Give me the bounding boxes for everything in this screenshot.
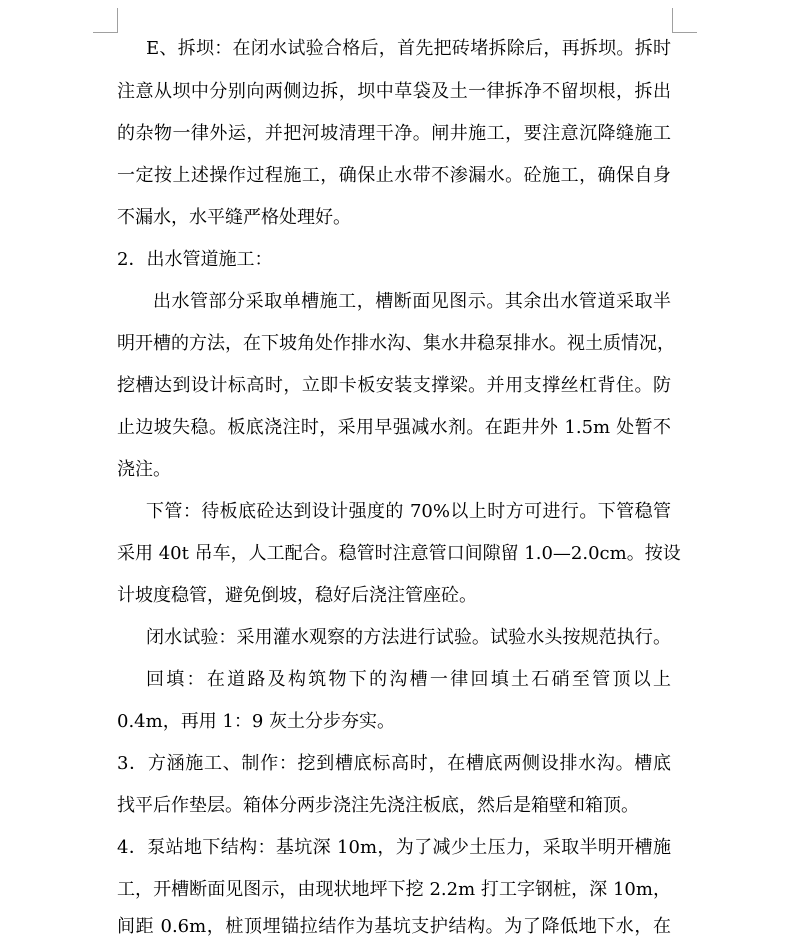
section-heading: 2．出水管道施工： [117,249,273,270]
text-line: 工，开槽断面见图示，由现状地坪下挖 2.2m 打工字钢桩，深 10m， [117,879,671,900]
crop-mark-top-right [672,8,697,33]
text-line: 0.4m，再用 1：9 灰土分步夯实。 [117,711,396,732]
text-line: E、拆坝：在闭水试验合格后，首先把砖堵拆除后，再拆坝。拆时 [146,38,671,59]
text-line: 的杂物一律外运，并把河坡清理干净。闸井施工，要注意沉降缝施工 [117,123,671,144]
text-line: 间距 0.6m，桩顶埋锚拉结作为基坑支护结构。为了降低地下水，在 [117,916,671,937]
text-line: 一定按上述操作过程施工，确保止水带不渗漏水。砼施工，确保自身 [117,165,671,186]
text-line: 回填：在道路及构筑物下的沟槽一律回填土石硝至管顶以上 [146,669,671,690]
text-line: 计坡度稳管，避免倒坡，稳好后浇注管座砼。 [117,585,477,606]
text-line: 注意从坝中分别向两侧边拆，坝中草袋及土一律拆净不留坝根，拆出 [117,81,671,102]
text-line: 下管：待板底砼达到设计强度的 70%以上时方可进行。下管稳管 [146,501,671,522]
text-line: 采用 40t 吊车，人工配合。稳管时注意管口间隙留 1.0—2.0cm。按设 [117,543,681,564]
crop-mark-top-left [93,8,118,33]
section-heading: 3．方涵施工、制作：挖到槽底标高时，在槽底两侧设排水沟。槽底 [117,753,671,774]
text-line: 浇注。 [117,459,171,480]
text-line: 挖槽达到设计标高时，立即卡板安装支撑梁。并用支撑丝杠背住。防 [117,375,671,396]
text-line: 止边坡失稳。板底浇注时，采用早强减水剂。在距井外 1.5m 处暂不 [117,417,671,438]
text-line: 找平后作垫层。箱体分两步浇注先浇注板底，然后是箱壁和箱顶。 [117,795,639,816]
section-heading: 4．泵站地下结构：基坑深 10m，为了减少土压力，采取半明开槽施 [117,837,671,858]
text-line: 闭水试验：采用灌水观察的方法进行试验。试验水头按规范执行。 [146,627,671,648]
text-line: 出水管部分采取单槽施工，槽断面见图示。其余出水管道采取半 [153,291,671,312]
text-line: 明开槽的方法，在下坡角处作排水沟、集水井稳泵排水。视土质情况， [117,333,675,354]
text-line: 不漏水，水平缝严格处理好。 [117,207,351,228]
